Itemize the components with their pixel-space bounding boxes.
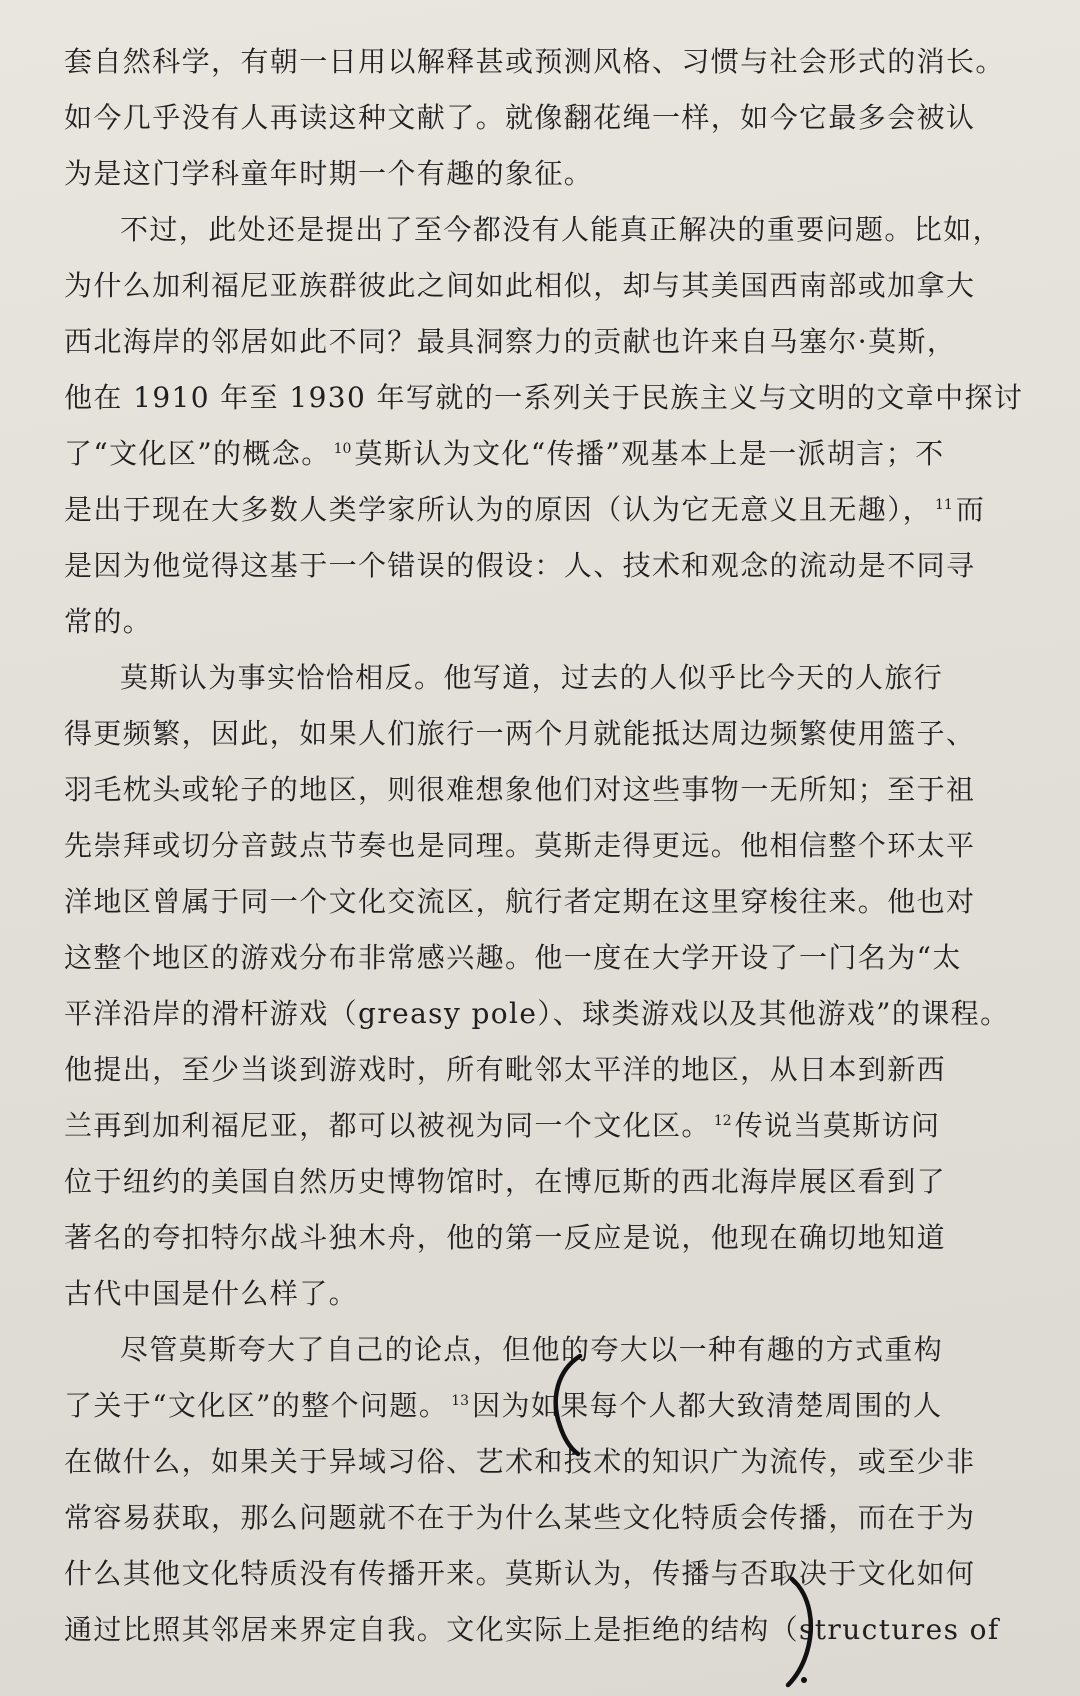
text-line: 西北海岸的邻居如此不同？最具洞察力的贡献也许来自马塞尔·莫斯，: [64, 325, 957, 358]
text-line: 在做什么，如果关于异域习俗、艺术和技术的知识广为流传，或至少非: [64, 1445, 976, 1478]
text-line: 平洋沿岸的滑杆游戏（greasy pole）、球类游戏以及其他游戏”的课程。: [64, 997, 1010, 1030]
text-segment: 而: [955, 493, 986, 526]
text-segment: 莫斯认为文化“传播”观基本上是一派胡言；不: [354, 437, 945, 470]
text-segment: 传说当莫斯访问: [734, 1109, 941, 1142]
text-line: [64, 482, 984, 538]
text-line: 位于纽约的美国自然历史博物馆时，在博厄斯的西北海岸展区看到了: [64, 1165, 947, 1198]
text-line: 为是这门学科童年时期一个有趣的象征。: [64, 157, 594, 190]
text-line: 通过比照其邻居来界定自我。文化实际上是拒绝的结构（structures of: [64, 1613, 1000, 1646]
text-line: [64, 426, 984, 482]
text-line: 套自然科学，有朝一日用以解释甚或预测风格、习惯与社会形式的消长。: [64, 45, 1005, 78]
paragraph: [64, 1322, 1000, 1658]
text-segment: 兰再到加利福尼亚，都可以被视为同一个文化区。: [64, 1109, 711, 1142]
text-line: 羽毛枕头或轮子的地区，则很难想象他们对这些事物一无所知；至于祖: [64, 773, 976, 806]
book-page: [64, 34, 1024, 1658]
text-line: 他在 1910 年至 1930 年写就的一系列关于民族主义与文明的文章中探讨: [64, 381, 1024, 414]
text-line: 先崇拜或切分音鼓点节奏也是同理。莫斯走得更远。他相信整个环太平: [64, 829, 976, 862]
text-segment: 是出于现在大多数人类学家所认为的原因（认为它无意义且无趣），: [64, 493, 933, 526]
text-line: 常的。: [64, 605, 153, 638]
text-line: 莫斯认为事实恰恰相反。他写道，过去的人似乎比今天的人旅行: [120, 661, 944, 694]
text-line: 这整个地区的游戏分布非常感兴趣。他一度在大学开设了一门名为“太: [64, 941, 962, 974]
text-segment: 了关于“文化区”的整个问题。: [64, 1389, 449, 1422]
text-line: 为什么加利福尼亚族群彼此之间如此相似，却与其美国西南部或加拿大: [64, 269, 976, 302]
footnote-marker: 13: [451, 1392, 470, 1409]
text-line: 常容易获取，那么问题就不在于为什么某些文化特质会传播，而在于为: [64, 1501, 976, 1534]
paragraph: [64, 34, 1005, 202]
text-line: 如今几乎没有人再读这种文献了。就像翻花绳一样，如今它最多会被认: [64, 101, 976, 134]
text-line: [64, 1378, 984, 1434]
text-line: 尽管莫斯夸大了自己的论点，但他的夸大以一种有趣的方式重构: [120, 1333, 944, 1366]
footnote-marker: 12: [713, 1112, 732, 1129]
paragraph: [64, 650, 1010, 1322]
text-line: 洋地区曾属于同一个文化交流区，航行者定期在这里穿梭往来。他也对: [64, 885, 976, 918]
paragraph: [64, 202, 1024, 650]
footnote-marker: 10: [333, 440, 352, 457]
text-segment: 了“文化区”的概念。: [64, 437, 331, 470]
text-line: [64, 1098, 984, 1154]
text-segment: 因为如果每个人都大致清楚周围的人: [472, 1389, 943, 1422]
footnote-marker: 11: [935, 496, 953, 513]
text-line: 得更频繁，因此，如果人们旅行一两个月就能抵达周边频繁使用篮子、: [64, 717, 976, 750]
text-line: 不过，此处还是提出了至今都没有人能真正解决的重要问题。比如，: [120, 213, 1003, 246]
text-line: 是因为他觉得这基于一个错误的假设：人、技术和观念的流动是不同寻: [64, 549, 976, 582]
text-line: 什么其他文化特质没有传播开来。莫斯认为，传播与否取决于文化如何: [64, 1557, 976, 1590]
text-line: 著名的夸扣特尔战斗独木舟，他的第一反应是说，他现在确切地知道: [64, 1221, 947, 1254]
text-line: 他提出，至少当谈到游戏时，所有毗邻太平洋的地区，从日本到新西: [64, 1053, 947, 1086]
text-line: 古代中国是什么样了。: [64, 1277, 359, 1310]
